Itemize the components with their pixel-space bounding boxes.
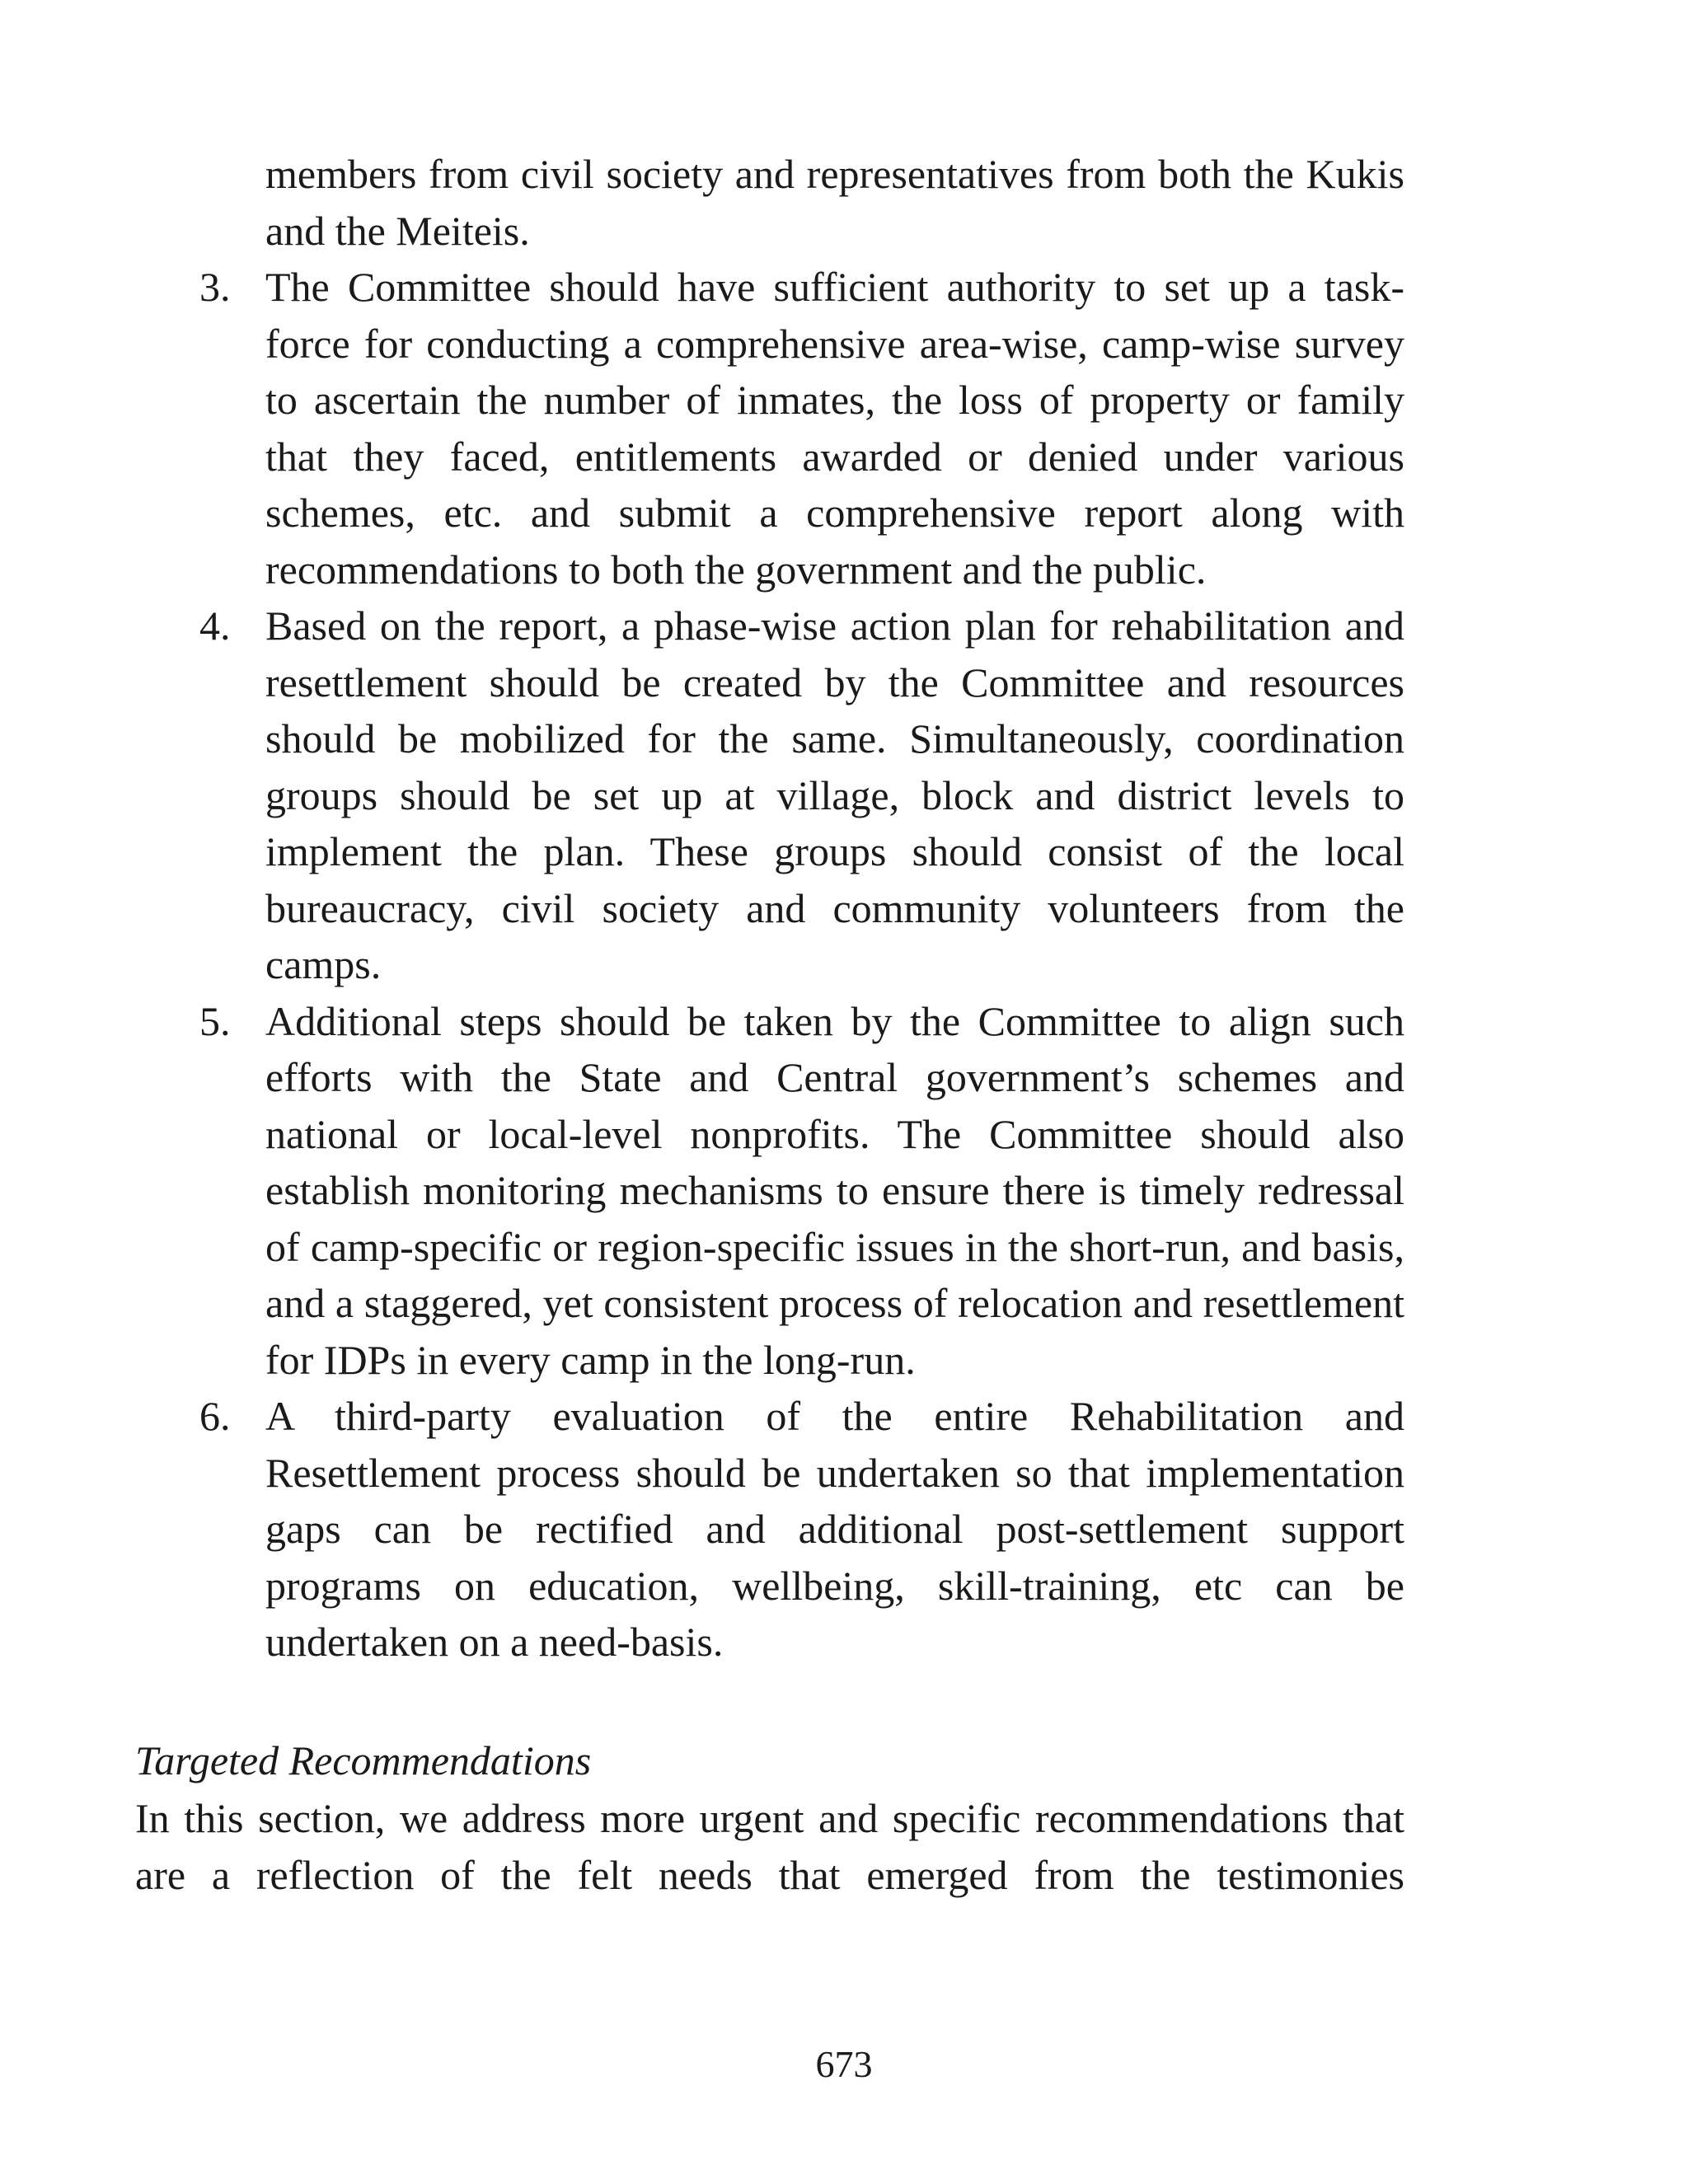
list-item-text: The Committee should have sufficient authority to set up a task-force for conducting a comprehensive area-wise, camp-wise survey to ascertain the number of inmates, the loss of property or family that they faced, entitlements awarded or denied under various schemes, etc. and submit a comprehensive report along with recommendations to both the government and the public. (265, 264, 1404, 593)
recommendations-list (135, 259, 1404, 1671)
list-item-number: 5. (199, 997, 231, 1044)
list-item-number: 3. (199, 264, 231, 310)
continuation-paragraph: members from civil society and representatives from both the Kukis and the Meiteis. (265, 151, 1404, 254)
list-item-text: Additional steps should be taken by the Committee to align such efforts with the State and Central government’s schemes and national or local-level nonprofits. The Committee should also establish monitoring mechanisms to ensure there is timely redressal of camp-specific or region-specific issues in the short-run, and basis, and a staggered, yet consistent process of relocation and resettlement for IDPs in every camp in the long-run. (265, 997, 1404, 1383)
list-item-text: A third-party evaluation of the entire Rehabilitation and Resettlement process should be undertaken so that implementation gaps can be rectified and additional post-settlement support programs on education, wellbeing, skill-training, etc can be undertaken on a need-basis. (265, 1393, 1404, 1665)
list-item (135, 993, 1404, 1389)
list-item (135, 1388, 1404, 1671)
list-item-text: Based on the report, a phase-wise action plan for rehabilitation and resettlement should be created by the Committee and resources should be mobilized for the same. Simultaneously, coordination groups should be set up at village, block and district levels to implement the plan. These groups should consist of the local bureaucracy, civil society and community volunteers from the camps. (265, 602, 1404, 987)
page-number: 673 (815, 2043, 873, 2085)
section-heading: Targeted Recommendations (135, 1737, 592, 1783)
list-item (135, 598, 1404, 993)
list-item-number: 4. (199, 602, 231, 649)
section-body-paragraph: In this section, we address more urgent and specific recommendations that are a reflection of the felt needs that emerged from the testimonies (135, 1795, 1404, 1898)
list-item (135, 259, 1404, 598)
list-item-number: 6. (199, 1393, 231, 1439)
